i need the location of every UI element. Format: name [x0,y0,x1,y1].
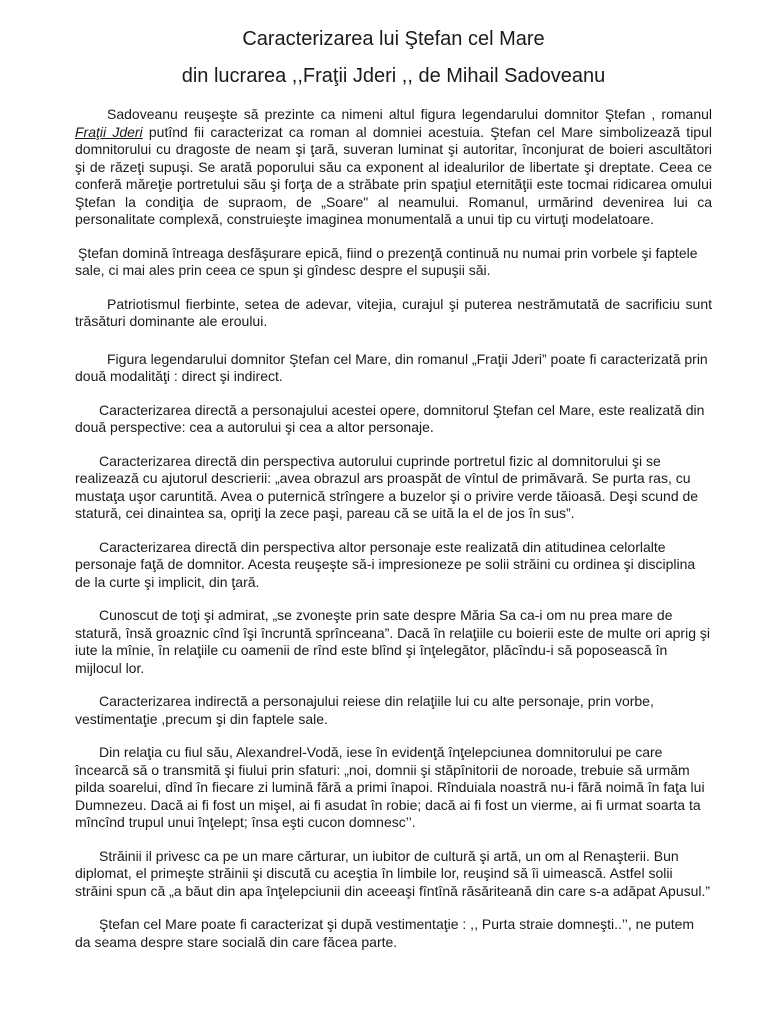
title-line-1: Caracterizarea lui Ştefan cel Mare [242,28,545,50]
paragraph-8: Cunoscut de toţi şi admirat, „se zvoneşte prin sate despre Măria Sa ca-i om nu prea mare de statură, însă groaznic cînd îşi încruntă sprînceana”. Dacă în relaţiile cu boierii este de multe ori aprig şi iute la mînie, în relaţiile cu oamenii de rînd este blînd şi înţelegător, plăcîndu-i să poposească în mijlocul lor. [75,607,710,676]
paragraph-7: Caracterizarea directă din perspectiva altor personaje este realizată din atitudinea celorlalte personaje faţă de domnitor. Acesta reuşeşte să-i impresioneze pe solii străini cu ordinea şi disciplina de la curte şi implicit, din ţară. [75,538,696,590]
title-line-2: din lucrarea ,,Fraţii Jderi ,, de Mihail Sadoveanu [181,65,606,87]
paragraph-6: Caracterizarea directă din perspectiva autorului cuprinde portretul fizic al domnitorului şi se realizează cu ajutorul descrierii: „avea obrazul ars proaspăt de vîntul de primăvară. Se purta ras, cu mustaţa uşor caruntită. Avea o puternică strîngere a buzelor şi o privire verde tăioasă. Deşi scund de statură, cei dinaintea sa, opriţi la zece paşi, pareau că se uită la el de jos în sus”. [75,452,699,521]
paragraph-3: Patriotismul fierbinte, setea de adevar, vitejia, curajul şi puterea nestrămutată de sacrificiu sunt trăsături dominante ale eroului. [75,295,712,329]
paragraph-4: Figura legendarului domnitor Ştefan cel Mare, din romanul „Fraţii Jderi” poate fi caracterizată prin două modalităţi : direct şi indirect. [75,350,708,384]
paragraph-2: Ştefan domină întreaga desfăşurare epică, fiind o prezenţă continuă nu numai prin vorbele şi faptele sale, ci mai ales prin ceea ce spun şi gîndesc despre el supuşii săi. [75,244,698,278]
paragraph-11: Străinii il privesc ca pe un mare cărturar, un iubitor de cultură şi artă, un om al Renaşterii. Bun diplomat, el primeşte străinii şi discută cu aceştia în limbile lor, reuşind să îi uimească. Astfel solii străini spun că „a băut din apa înţelepciunii din aceeaşi fîntînă răsăriteană din care s-a adăpat Apusul.” [75,847,711,899]
paragraph-12: Ştefan cel Mare poate fi caracterizat şi după vestimentaţie : ,, Purta straie domneşti..’’, ne putem da seama despre stare socială din care făcea parte. [75,916,695,950]
paragraph-10: Din relaţia cu fiul său, Alexandrel-Vodă, iese în evidenţă înţelepciunea domnitorului pe care încearcă să o transmită şi fiului prin sfaturi: „noi, domnii şi stăpînitorii de noroade, trebuie să urmăm pilda soarelui, dînd în fiecare zi lumină fără a primi înapoi. Rînduiala noastră nu-i fără noimă în faţa lui Dumnezeu. Dacă ai fi fost un mişel, ai fi asudat în robie; dacă ai fi fost un vierme, ai fi urmat soarta ta mîncînd trupul unui înţelept; însa eşti cucon domnesc’’. [75,744,705,830]
paragraph-intro [75,106,712,229]
paragraph-intro-text-a: Sadoveanu reuşeşte să prezinte ca nimeni altul figura legendarului domnitor Ştefan , romanul [107,106,712,122]
paragraph-intro-text-b: putînd fii caracterizat ca roman al domniei acestuia. Ştefan cel Mare simbolizează tipul domnitorului cu dragoste de neam şi ţară, suveran luminat şi autoritar, înconjurat de boieri ascultători şi de răzeţi supuşi. Se arată poporului său ca exponent al idealurilor de libertate şi dreptate. Ceea ce conferă măreţie portretului său şi forţa de a străbate prin spaţiul eternităţii este tocmai ridicarea omului Ştefan la condiţia de supraom, de „Soare" al neamului. Romanul, urmărind devenirea lui ca personalitate complexă, construieşte imaginea monumentală a unui tip cu virtuţi modelatoare. [75,123,712,227]
paragraph-9: Caracterizarea indirectă a personajului reiese din relaţiile lui cu alte personaje, prin vorbe, vestimentaţie ,precum şi din faptele sale. [75,693,654,727]
paragraph-5: Caracterizarea directă a personajului acestei opere, domnitorul Ştefan cel Mare, este realizată din două perspective: cea a autorului şi cea a altor personaje. [75,401,705,435]
book-title: Fraţii Jderi [75,123,143,140]
